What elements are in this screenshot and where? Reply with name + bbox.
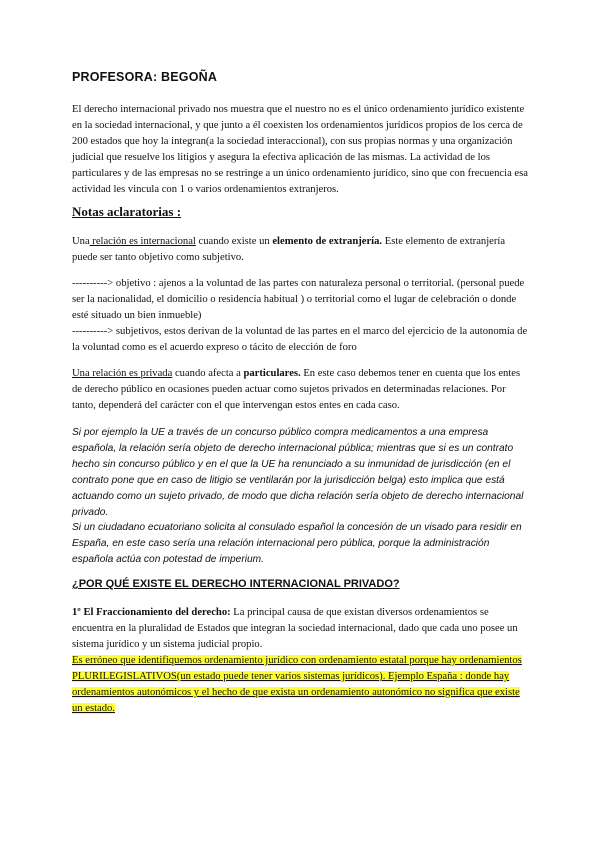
objective-paragraph: ----------> objetivo : ajenos a la voluntad de las partes con naturaleza personal o territorial. (personal puede ser la nacionalidad, el domicilio o residencia habitual ) o territorial como el lugar de celebración o donde esté situado un bien inmueble) — [72, 278, 525, 321]
private-relation-paragraph — [72, 366, 530, 414]
notes-heading: Notas aclaratorias : — [72, 204, 182, 219]
page-title: PROFESORA: BEGOÑA — [72, 70, 218, 84]
text-span: cuando afecta a — [172, 368, 244, 379]
section-heading-text: ¿POR QUÉ EXISTE EL DERECHO INTERNACIONAL PRIVADO? — [72, 578, 400, 590]
fragmentation-paragraph — [72, 605, 530, 717]
bold-term: 1º El Fraccionamiento del derecho: — [72, 607, 231, 618]
international-relation-paragraph — [72, 234, 530, 266]
text-span: Una — [72, 236, 90, 247]
text-span: La principal causa de que existan diversos ordenamientos se encuentra en la pluralidad de Estados que integran la sociedad internacional, dado que cada uno posee un sistema jurídico y un sistema judicial propio. — [72, 607, 518, 650]
intro-paragraph: El derecho internacional privado nos muestra que el nuestro no es el único ordenamiento jurídico existente en la sociedad internacional, y que junto a él coexisten los ordenamientos jurídicos propios de los cerca de 200 estados que hoy la integran(a la sociedad interaccional), con sus propias normas y una organización judicial que resuelve los litigios y asegura la efectiva aplicación de las mismas. La actividad de los particulares y de las empresas no se restringe a un único ordenamiento jurídico, sino que con frecuencia esa actividad les vincula con 1 o varios ordenamientos extranjeros. — [72, 104, 528, 195]
subjective-paragraph: ----------> subjetivos, estos derivan de la voluntad de las partes en el marco del ejercicio de la autonomía de la voluntad como es el acuerdo expreso o tácito de elección de foro — [72, 326, 528, 353]
highlighted-text: Es erróneo que identifiquemos ordenamiento jurídico con ordenamiento estatal porque hay ordenamientos PLURILEGISLATIVOS(un estado puede tener varios sistemas jurídicos). Ejemplo España : donde hay ordenamientos autonómicos y el hecho de que exista un ordenamiento autonómico no significa que existe un estado. — [72, 655, 522, 714]
bold-term: particulares. — [243, 368, 301, 379]
example-ue-paragraph: Si por ejemplo la UE a través de un concurso público compra medicamentos a una empresa española, la relación sería objeto de derecho internacional pública; mientras que si es un contrato hecho sin concurso público y en el que la UE ha renunciado a su inmunidad de jurisdicción (en el contrato pone que en caso de litigio se ventilarán por la jurisdicción belga) esto implica que está actuando como un sujeto privado, de modo que dicha relación sería objeto de derecho internacional privado. — [72, 427, 524, 518]
underlined-term: relación es internacional — [89, 236, 196, 247]
underlined-term: Una relación es privada — [72, 368, 173, 379]
example-ecuador-paragraph: Si un ciudadano ecuatoriano solicita al consulado español la concesión de un visado para residir en España, en este caso sería una relación internacional pero pública, porque la administración española actúa con potestad de imperium. — [72, 522, 522, 565]
text-span: Este elemento de extranjería puede ser tanto objetivo como subjetivo. — [72, 236, 506, 263]
text-span: En este caso debemos tener en cuenta que los entes de derecho público en ocasiones pueden actuar como sujetos privados en determinadas relaciones. Por tanto, dependerá del carácter con el que intervengan estos entes en cada caso. — [72, 368, 521, 411]
bold-term: elemento de extranjería. — [272, 236, 383, 247]
text-span: cuando existe un — [195, 236, 273, 247]
section-heading — [72, 578, 530, 590]
